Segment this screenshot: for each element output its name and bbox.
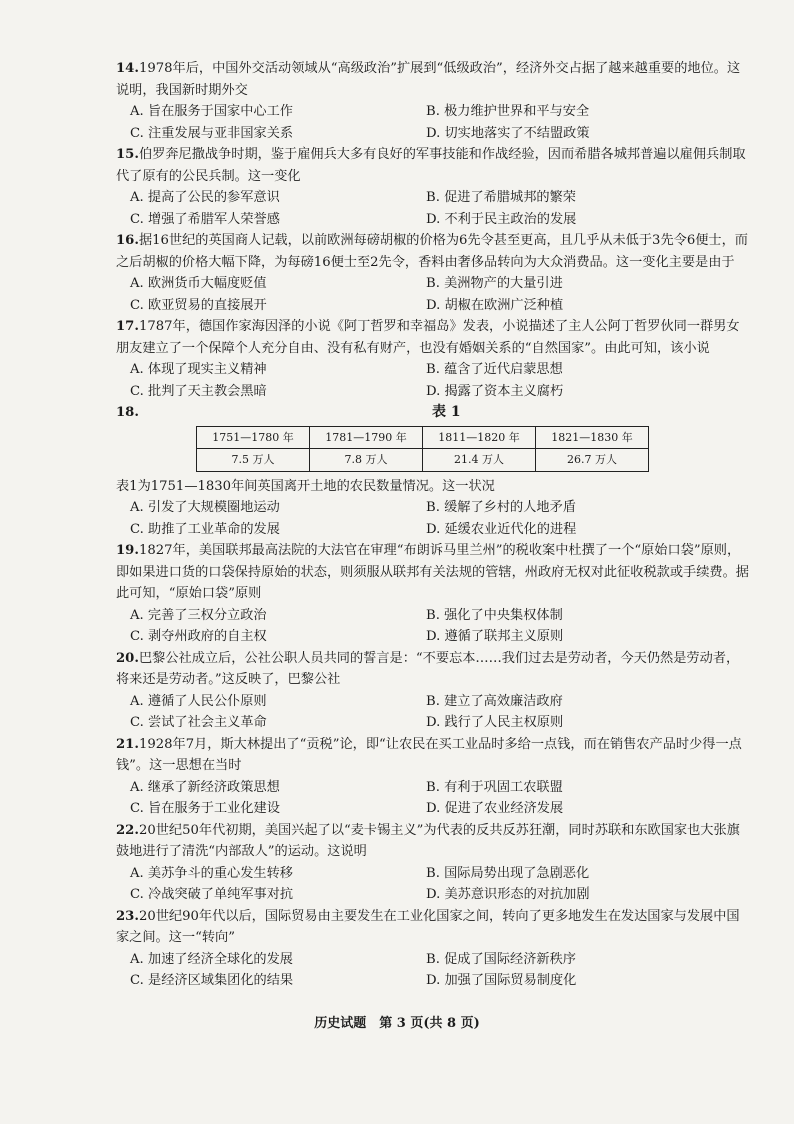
question-stem bbox=[116, 820, 750, 863]
question-number: 16. bbox=[116, 233, 139, 248]
option-c: C. 注重发展与亚非国家关系 bbox=[130, 125, 294, 141]
options bbox=[116, 187, 750, 230]
option-c: C. 旨在服务于工业化建设 bbox=[130, 801, 280, 816]
question-number: 15. bbox=[116, 147, 139, 162]
question-stem bbox=[116, 58, 750, 101]
question-stem bbox=[116, 230, 750, 273]
question-stem: 表1为1751—1830年间英国离开土地的农民数量情况。这一状况 bbox=[116, 478, 495, 494]
question-number: 14. bbox=[116, 61, 139, 76]
option-d: D. 遵循了联邦主义原则 bbox=[426, 629, 564, 644]
question-stem bbox=[116, 316, 750, 359]
question-text: 20世纪90年代以后，国际贸易由主要发生在工业化国家之间，转向了更多地发生在发达国家与发展中国家之间。这一“转向” bbox=[116, 908, 740, 945]
option-b: B. 促进了希腊城邦的繁荣 bbox=[426, 190, 576, 205]
option-a: A. 提高了公民的参军意识 bbox=[130, 190, 280, 205]
option-c: C. 欧亚贸易的直接展开 bbox=[130, 297, 267, 313]
question-22 bbox=[116, 820, 750, 906]
question-23 bbox=[116, 906, 750, 992]
option-d: D. 加强了国际贸易制度化 bbox=[426, 973, 577, 988]
options bbox=[116, 101, 750, 144]
question-18 bbox=[116, 402, 750, 540]
question-number: 19. bbox=[116, 543, 139, 558]
option-b: B. 有利于巩固工农联盟 bbox=[426, 779, 563, 795]
option-d: D. 不利于民主政治的发展 bbox=[426, 211, 577, 227]
option-c: C. 助推了工业革命的发展 bbox=[130, 521, 280, 537]
table-cell: 21.4 万人 bbox=[423, 449, 536, 472]
option-d: D. 践行了人民主权原则 bbox=[426, 715, 564, 730]
options bbox=[116, 863, 750, 906]
table-header-cell: 1821—1830 年 bbox=[536, 426, 649, 449]
option-a: A. 遵循了人民公仆原则 bbox=[130, 693, 267, 709]
option-d: D. 揭露了资本主义腐朽 bbox=[426, 383, 564, 399]
options bbox=[116, 691, 750, 734]
option-a: A. 加速了经济全球化的发展 bbox=[130, 951, 293, 967]
question-text: 1978年后，中国外交活动领域从“高级政治”扩展到“低级政治”，经济外交占据了越来越重要的地位。这说明，我国新时期外交 bbox=[116, 61, 741, 98]
question-20 bbox=[116, 648, 750, 734]
option-b: B. 促成了国际经济新秩序 bbox=[426, 951, 576, 967]
question-stem bbox=[116, 906, 750, 949]
page-footer: 历史试题 第 3 页(共 8 页) bbox=[314, 1016, 480, 1031]
options bbox=[116, 777, 750, 820]
question-number: 20. bbox=[116, 650, 139, 666]
option-d: D. 促进了农业经济发展 bbox=[426, 801, 564, 816]
option-c: C. 批判了天主教会黑暗 bbox=[130, 383, 267, 399]
option-b: B. 蕴含了近代启蒙思想 bbox=[426, 362, 563, 377]
table-header-cell: 1751—1780 年 bbox=[197, 426, 310, 449]
question-text: 巴黎公社成立后，公社公职人员共同的誓言是：“不要忘本……我们过去是劳动者，今天仍然是劳动者，将来还是劳动者。”这反映了，巴黎公社 bbox=[116, 650, 740, 687]
table-header-cell: 1811—1820 年 bbox=[423, 426, 536, 449]
option-a: A. 继承了新经济政策思想 bbox=[130, 779, 280, 795]
question-19 bbox=[116, 540, 750, 648]
question-14 bbox=[116, 58, 750, 144]
question-stem bbox=[116, 144, 750, 187]
question-number: 23. bbox=[116, 908, 139, 924]
options bbox=[116, 949, 750, 992]
options bbox=[116, 605, 750, 648]
option-c: C. 是经济区域集团化的结果 bbox=[130, 973, 294, 988]
question-stem bbox=[116, 734, 750, 777]
question-text: 1928年7月，斯大林提出了“贡税”论，即“让农民在买工业品时多给一点钱，而在销售农产品时少得一点钱”。这一思想在当时 bbox=[116, 736, 742, 773]
question-text: 据16世纪的英国商人记载，以前欧洲每磅胡椒的价格为6先令甚至更高，且几乎从未低于3先令6便士，而之后胡椒的价格大幅下降，为每磅16便士至2先令，香料由奢侈品转向为大众消费品。这一变化主要是由于 bbox=[116, 233, 748, 270]
option-a: A. 完善了三权分立政治 bbox=[130, 607, 267, 623]
option-d: D. 美苏意识形态的对抗加剧 bbox=[426, 887, 590, 902]
table-title: 表 1 bbox=[432, 404, 461, 420]
question-number: 22. bbox=[116, 822, 139, 838]
question-number: 21. bbox=[116, 736, 139, 752]
table-row bbox=[197, 449, 649, 472]
option-b: B. 缓解了乡村的人地矛盾 bbox=[426, 500, 576, 515]
options bbox=[116, 359, 750, 402]
question-stem bbox=[116, 540, 750, 605]
question-number: 17. bbox=[116, 319, 139, 334]
question-text: 伯罗奔尼撒战争时期，鉴于雇佣兵大多有良好的军事技能和作战经验，因而希腊各城邦普遍以雇佣兵制取代了原有的公民兵制。这一变化 bbox=[116, 147, 746, 184]
question-15 bbox=[116, 144, 750, 230]
question-16 bbox=[116, 230, 750, 316]
option-a: A. 体现了现实主义精神 bbox=[130, 362, 267, 377]
table-cell: 7.5 万人 bbox=[197, 449, 310, 472]
question-21 bbox=[116, 734, 750, 820]
option-c: C. 冷战突破了单纯军事对抗 bbox=[130, 887, 294, 902]
question-number: 18. bbox=[116, 405, 139, 420]
question-stem bbox=[116, 648, 750, 691]
options bbox=[116, 273, 750, 316]
option-c: C. 剥夺州政府的自主权 bbox=[130, 629, 267, 644]
question-text: 1827年，美国联邦最高法院的大法官在审理“布朗诉马里兰州”的税收案中杜撰了一个“原始口袋”原则，即如果进口货的口袋保持原始的状态，则须服从联邦有关法规的管辖，州政府无权对此征收税款或手续费。据此可知，“原始口袋”原则 bbox=[116, 543, 749, 601]
option-c: C. 增强了希腊军人荣誉感 bbox=[130, 211, 280, 227]
question-text: 1787年，德国作家海因泽的小说《阿丁哲罗和幸福岛》发表，小说描述了主人公阿丁哲罗伙同一群男女朋友建立了一个保障个人充分自由、没有私有财产，也没有婚姻关系的“自然国家”。由此可知，该小说 bbox=[116, 319, 740, 356]
option-b: B. 极力维护世界和平与安全 bbox=[426, 104, 590, 119]
option-a: A. 美苏争斗的重心发生转移 bbox=[130, 865, 293, 881]
option-d: D. 胡椒在欧洲广泛种植 bbox=[426, 297, 564, 313]
option-b: B. 建立了高效廉洁政府 bbox=[426, 693, 563, 709]
option-a: A. 欧洲货币大幅度贬值 bbox=[130, 276, 267, 291]
option-a: A. 引发了大规模圈地运动 bbox=[130, 500, 280, 515]
table-cell: 26.7 万人 bbox=[536, 449, 649, 472]
option-a: A. 旨在服务于国家中心工作 bbox=[130, 104, 293, 119]
option-d: D. 延缓农业近代化的进程 bbox=[426, 521, 577, 537]
option-b: B. 美洲物产的大量引进 bbox=[426, 276, 563, 291]
option-c: C. 尝试了社会主义革命 bbox=[130, 715, 267, 730]
table-header-cell: 1781—1790 年 bbox=[310, 426, 423, 449]
options bbox=[116, 497, 750, 540]
table-cell: 7.8 万人 bbox=[310, 449, 423, 472]
data-table bbox=[196, 426, 649, 472]
question-text: 20世纪50年代初期，美国兴起了以“麦卡锡主义”为代表的反共反苏狂潮，同时苏联和东欧国家也大张旗鼓地进行了清洗“内部敌人”的运动。这说明 bbox=[116, 822, 740, 859]
question-17 bbox=[116, 316, 750, 402]
option-b: B. 强化了中央集权体制 bbox=[426, 607, 563, 623]
option-b: B. 国际局势出现了急剧恶化 bbox=[426, 865, 590, 881]
table-header-row bbox=[197, 426, 649, 449]
option-d: D. 切实地落实了不结盟政策 bbox=[426, 125, 590, 141]
